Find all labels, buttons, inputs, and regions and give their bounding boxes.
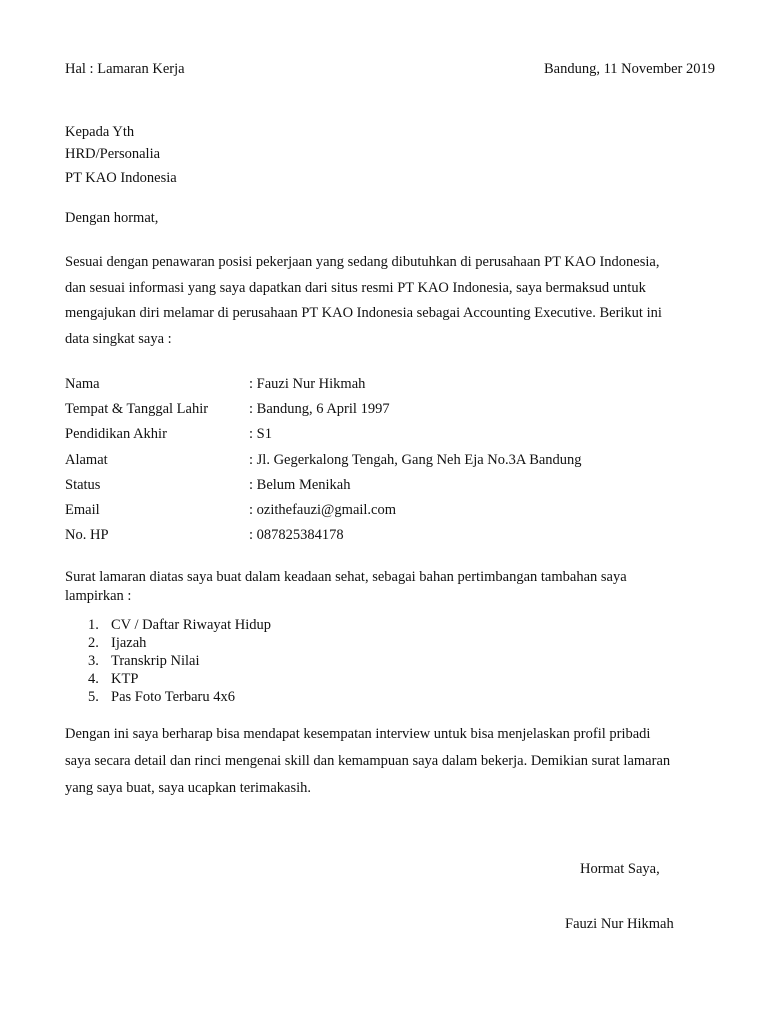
recipient-line: PT KAO Indonesia (65, 170, 177, 186)
list-item (88, 689, 235, 706)
detail-value: : Belum Menikah (249, 477, 351, 493)
closing-paragraph (65, 721, 702, 802)
greeting: Dengan hormat, (65, 210, 159, 226)
paragraph-line: lampirkan : (65, 588, 132, 604)
detail-value: : 087825384178 (249, 527, 344, 543)
detail-label: Alamat (65, 452, 108, 468)
detail-value: : Fauzi Nur Hikmah (249, 376, 366, 392)
list-number: 4. (88, 671, 99, 687)
list-text: Pas Foto Terbaru 4x6 (111, 689, 235, 705)
paragraph-line: yang saya buat, saya ucapkan terimakasih. (65, 780, 312, 796)
recipient-line: Kepada Yth (65, 124, 135, 140)
detail-value: : Jl. Gegerkalong Tengah, Gang Neh Eja No.3A Bandung (249, 452, 582, 468)
list-text: KTP (111, 671, 139, 687)
detail-value: : ozithefauzi@gmail.com (249, 502, 397, 518)
detail-label: Tempat & Tanggal Lahir (65, 401, 209, 417)
list-text: Ijazah (111, 635, 147, 651)
paragraph-line: mengajukan diri melamar di perusahaan PT KAO Indonesia sebagai Accounting Executive. Berikut ini (65, 305, 662, 321)
list-item (88, 617, 271, 634)
paragraph-line: Sesuai dengan penawaran posisi pekerjaan yang sedang dibutuhkan di perusahaan PT KAO Indonesia, (65, 254, 660, 270)
signature-name: Fauzi Nur Hikmah (565, 916, 674, 932)
list-item (88, 653, 199, 670)
intro-paragraph (65, 250, 702, 352)
signature-salutation: Hormat Saya, (580, 861, 660, 877)
list-number: 2. (88, 635, 99, 651)
detail-label: Pendidikan Akhir (65, 426, 167, 442)
detail-label: Status (65, 477, 101, 493)
paragraph-line: Surat lamaran diatas saya buat dalam keadaan sehat, sebagai bahan pertimbangan tambahan saya (65, 569, 627, 585)
list-item (88, 635, 146, 652)
attachment-paragraph (65, 568, 702, 606)
paragraph-line: saya secara detail dan rinci mengenai skill dan kemampuan saya dalam bekerja. Demikian surat lamaran (65, 753, 671, 769)
letter-subject: Hal : Lamaran Kerja (65, 61, 185, 77)
paragraph-line: data singkat saya : (65, 330, 172, 347)
detail-label: Nama (65, 376, 100, 392)
list-text: CV / Daftar Riwayat Hidup (111, 617, 272, 633)
paragraph-line: Dengan ini saya berharap bisa mendapat kesempatan interview untuk bisa menjelaskan profil pribadi (65, 726, 651, 742)
recipient-line: HRD/Personalia (65, 146, 161, 162)
letter-place-date: Bandung, 11 November 2019 (543, 61, 715, 77)
list-text: Transkrip Nilai (111, 653, 200, 669)
list-number: 5. (88, 689, 99, 705)
detail-label: No. HP (65, 527, 109, 543)
detail-value: : Bandung, 6 April 1997 (249, 401, 390, 417)
list-item (88, 671, 138, 688)
detail-value: : S1 (249, 426, 272, 442)
paragraph-line: dan sesuai informasi yang saya dapatkan dari situs resmi PT KAO Indonesia, saya bermaksud untuk (65, 279, 646, 296)
list-number: 1. (88, 617, 99, 633)
detail-label: Email (65, 502, 100, 518)
list-number: 3. (88, 653, 99, 669)
